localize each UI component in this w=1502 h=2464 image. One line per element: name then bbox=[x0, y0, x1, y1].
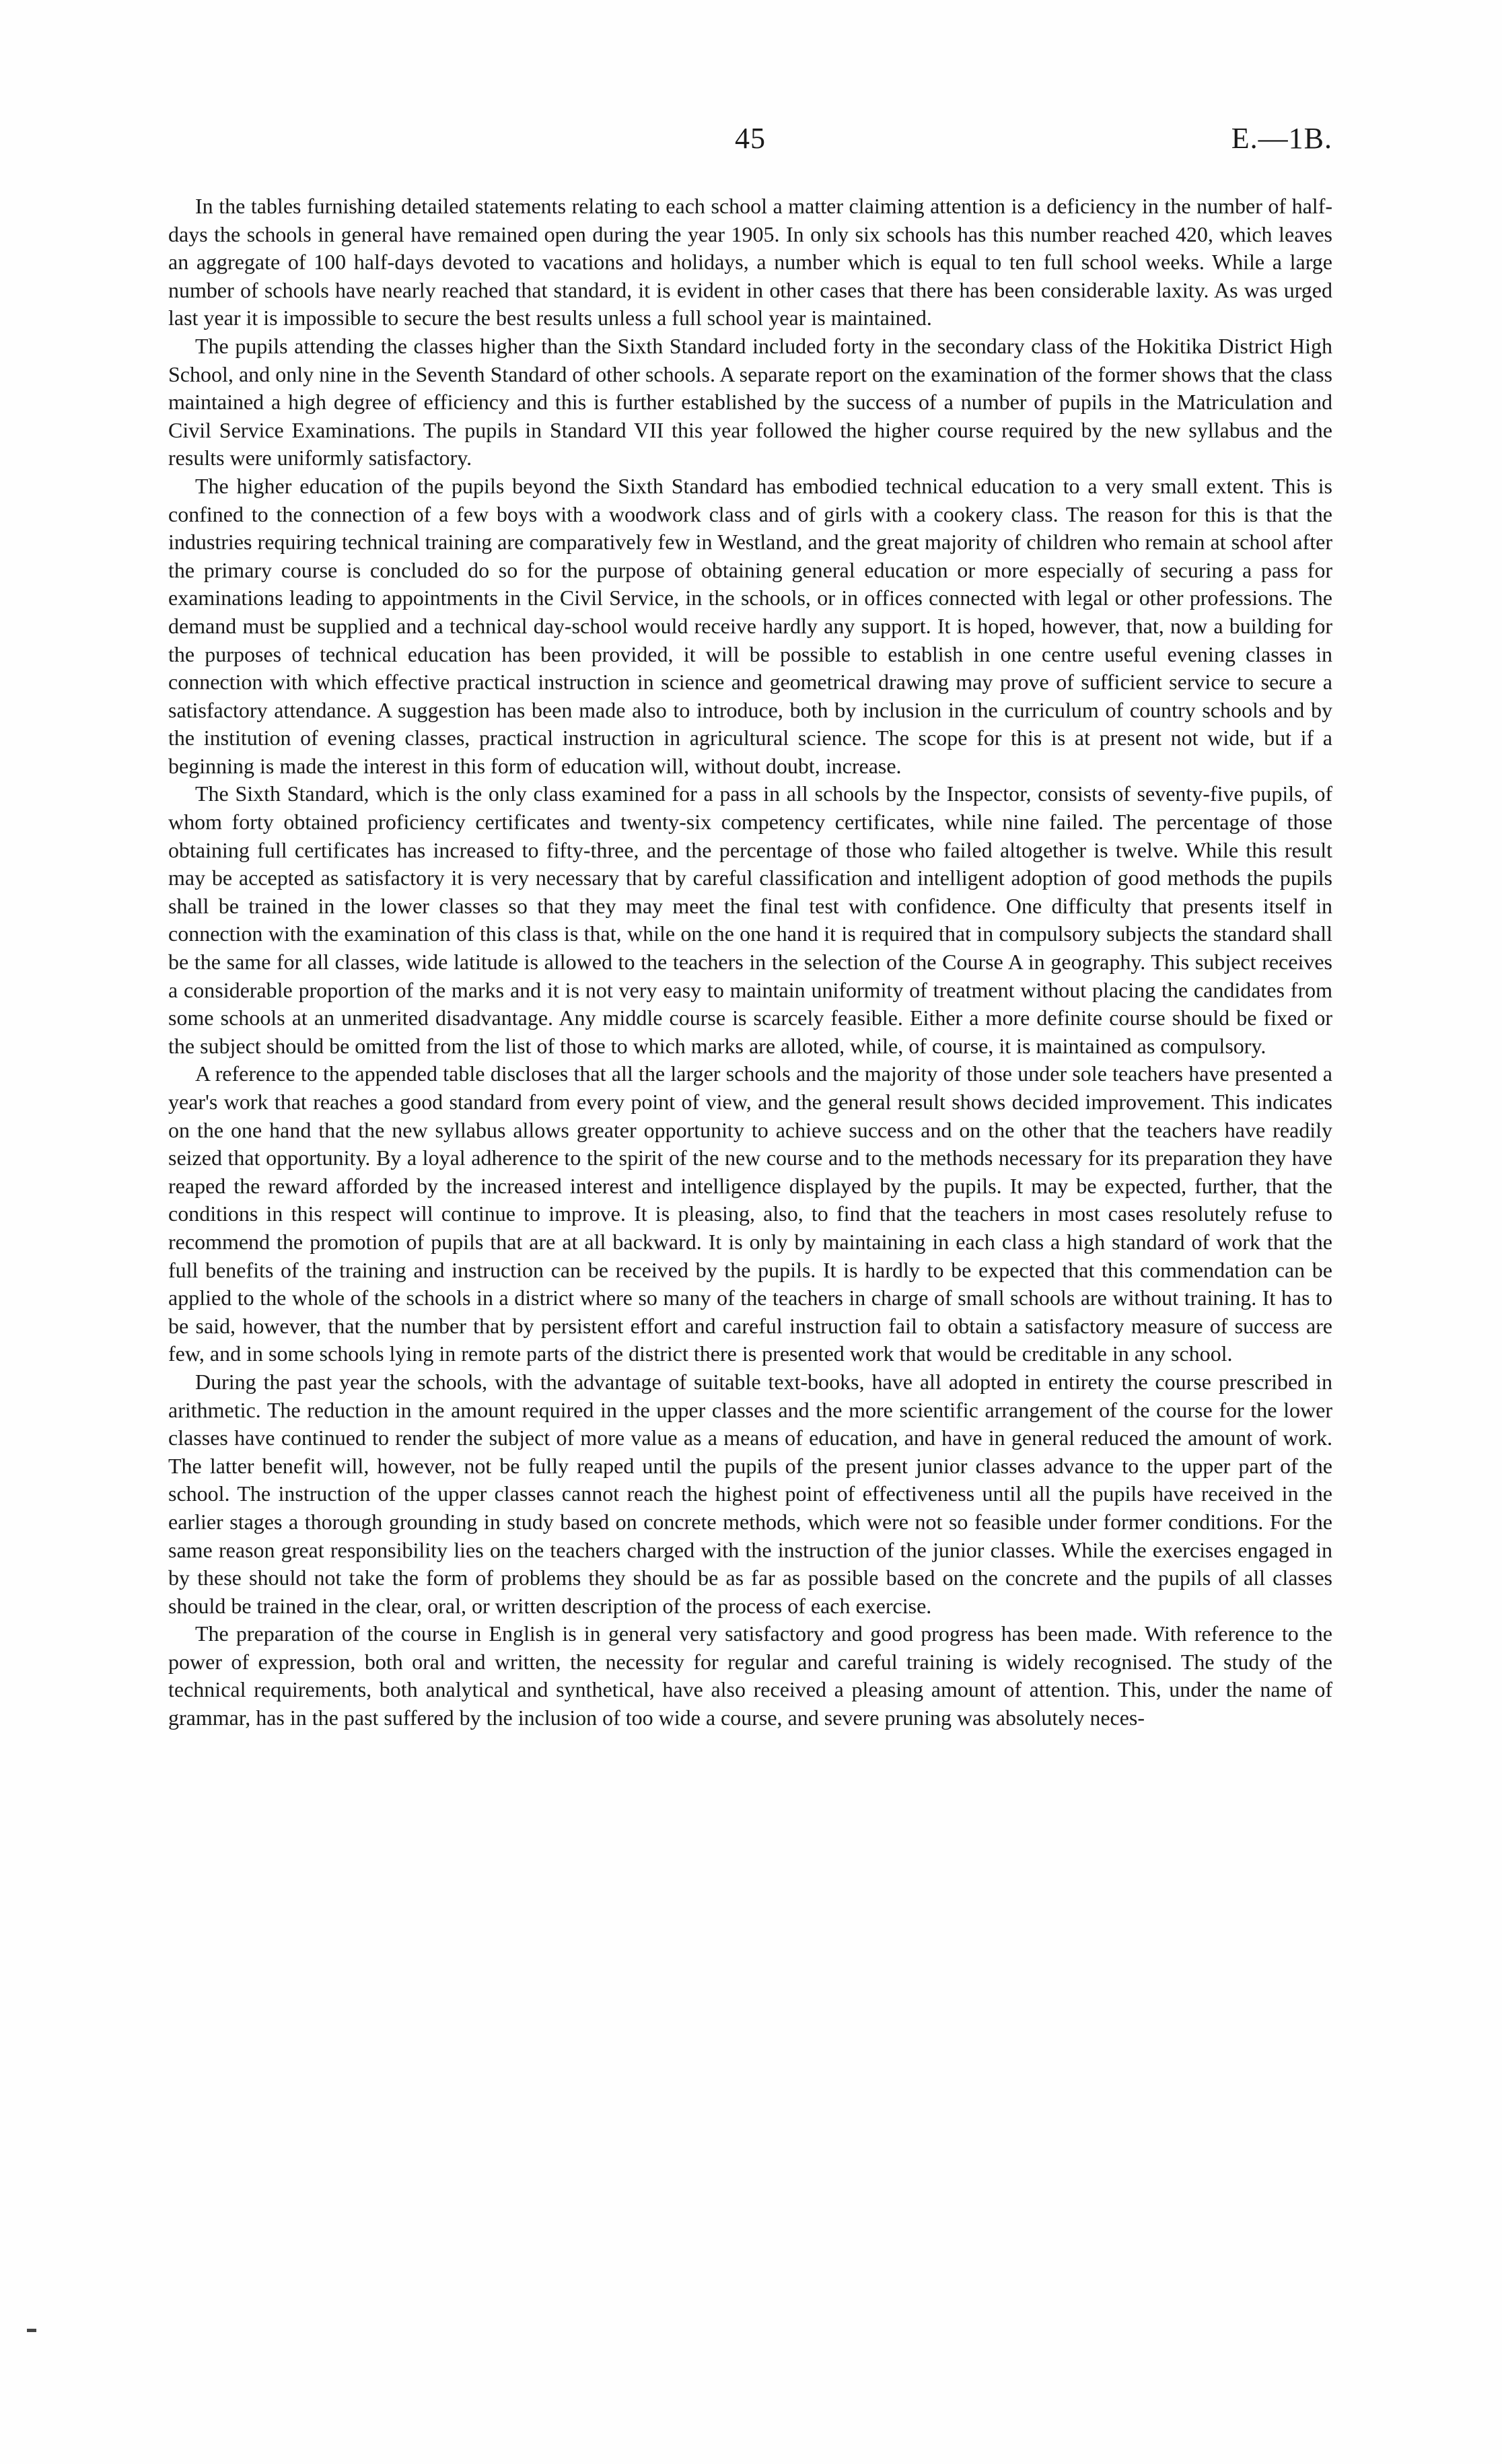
series-code: E.—1B. bbox=[1231, 122, 1332, 155]
paragraph-technical-education: The higher education of the pupils beyond the Sixth Standard has embodied technical education to a very small extent. This is confined to the connection of a few boys with a woodwork class and of girls with a cookery class. The reason for this is that the industries requiring technical training are comparatively few in Westland, and the great majority of children who remain at school after the primary course is concluded do so for the purpose of obtaining general education or more especially of securing a pass for examinations leading to appointments in the Civil Service, in the schools, or in offices connected with legal or other professions. The demand must be supplied and a technical day-school would receive hardly any support. It is hoped, however, that, now a building for the purposes of technical education has been provided, it will be possible to establish in one centre useful evening classes in connection with which effective practical instruction in science and geometrical drawing may prove of sufficient service to secure a satisfactory attendance. A suggestion has been made also to introduce, both by inclusion in the curriculum of country schools and by the institution of evening classes, practical instruction in agricultural science. The scope for this is at present not wide, but if a beginning is made the interest in this form of education will, without doubt, increase. bbox=[168, 473, 1332, 778]
margin-mark bbox=[27, 2329, 36, 2332]
paragraph-higher-classes: The pupils attending the classes higher than the Sixth Standard included forty in the secondary class of the Hokitika District High School, and only nine in the Seventh Standard of other schools. A separate report on the examination of the former shows that the class maintained a high degree of efficiency and this is further established by the success of a number of pupils in the Matriculation and Civil Service Examinations. The pupils in Standard VII this year followed the higher course required by the new syllabus and the results were uniformly satisfactory. bbox=[168, 333, 1332, 470]
body-text bbox=[168, 192, 1332, 1732]
paragraph-arithmetic: During the past year the schools, with the advantage of suitable text-books, have all adopted in entirety the course prescribed in arithmetic. The reduction in the amount required in the upper classes and the more scientific arrangement of the course for the lower classes have continued to render the subject of more value as a means of education, and have in general reduced the amount of work. The latter benefit will, however, not be fully reaped until the pupils of the present junior classes advance to the upper part of the school. The instruction of the upper classes cannot reach the highest point of effectiveness until all the pupils have received in the earlier stages a thorough grounding in study based on concrete methods, which were not so feasible under former conditions. For the same reason great responsibility lies on the teachers charged with the instruction of the junior classes. While the exercises engaged in by these should not take the form of problems they should be as far as possible based on the concrete and the pupils of all classes should be trained in the clear, oral, or written description of the process of each exercise. bbox=[168, 1369, 1332, 1618]
page-number: 45 bbox=[735, 122, 766, 155]
paragraph-appended-table: A reference to the appended table discloses that all the larger schools and the majority of those under sole teachers have presented a year's work that reaches a good standard from every point of view, and the general result shows decided improvement. This indicates on the one hand that the new syllabus allows greater opportunity to achieve success and on the other that the teachers have readily seized that opportunity. By a loyal adherence to the spirit of the new course and to the methods necessary for its preparation they have reaped the reward afforded by the increased interest and intelligence displayed by the pupils. It may be expected, further, that the conditions in this respect will continue to improve. It is pleasing, also, to find that the teachers in most cases resolutely refuse to recommend the promotion of pupils that are at all backward. It is only by maintaining in each class a high standard of work that the full benefits of the training and instruction can be received by the pupils. It is hardly to be expected that this commendation can be applied to the whole of the schools in a district where so many of the teachers in charge of small schools are without training. It has to be said, however, that the number that by persistent effort and careful instruction fail to obtain a satisfactory measure of success are few, and in some schools lying in remote parts of the district there is presented work that would be creditable in any school. bbox=[168, 1061, 1332, 1366]
paragraph-school-days: In the tables furnishing detailed statements relating to each school a matter claiming attention is a deficiency in the number of half-days the schools in general have remained open during the year 1905. In only six schools has this number reached 420, which leaves an aggregate of 100 half-days devoted to vacations and holidays, a number which is equal to ten full school weeks. While a large number of schools have nearly reached that standard, it is evident in other cases that there has been considerable laxity. As was urged last year it is impossible to secure the best results unless a full school year is maintained. bbox=[168, 194, 1332, 330]
paragraph-english: The preparation of the course in English is in general very satisfactory and good progress has been made. With reference to the power of expression, both oral and written, the necessity for regular and careful training is widely recognised. The study of the technical requirements, both analytical and synthetical, have also received a pleasing amount of attention. This, under the name of grammar, has in the past suffered by the inclusion of too wide a course, and severe pruning was absolutely neces- bbox=[168, 1621, 1332, 1730]
page-header bbox=[168, 121, 1332, 162]
paragraph-sixth-standard: The Sixth Standard, which is the only class examined for a pass in all schools by the Inspector, consists of seventy-five pupils, of whom forty obtained proficiency certificates and twenty-six competency certificates, while nine failed. The percentage of those obtaining full certificates has increased to fifty-three, and the percentage of those who failed altogether is twelve. While this result may be accepted as satisfactory it is very necessary that by careful classification and intelligent adoption of good methods the pupils shall be trained in the lower classes so that they may meet the final test with confidence. One difficulty that presents itself in connection with the examination of this class is that, while on the one hand it is required that in compulsory subjects the standard shall be the same for all classes, wide latitude is allowed to the teachers in the selection of the Course A in geography. This subject receives a considerable proportion of the marks and it is not very easy to maintain uniformity of treatment without placing the candidates from some schools at an unmerited disadvantage. Any middle course is scarcely feasible. Either a more definite course should be fixed or the subject should be omitted from the list of those to which marks are alloted, while, of course, it is maintained as compulsory. bbox=[168, 781, 1332, 1058]
